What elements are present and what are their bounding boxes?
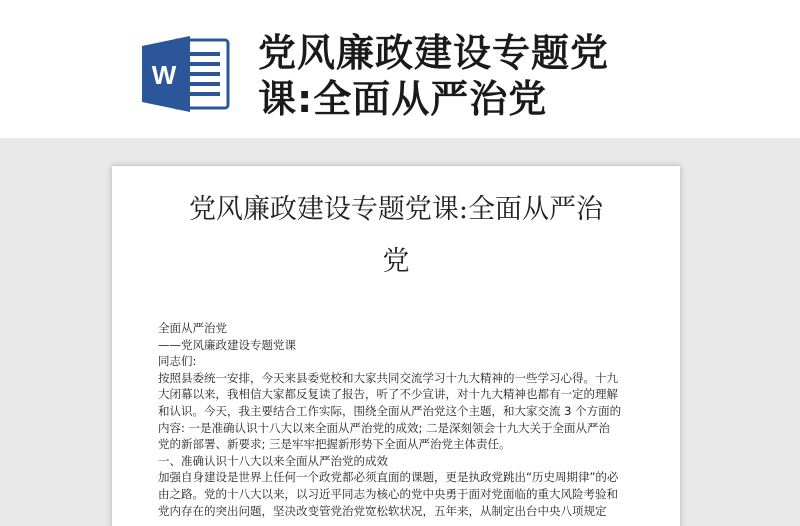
document-title-line-2: 党 — [382, 246, 410, 277]
word-document-icon — [140, 34, 232, 114]
body-line: 按照县委统一安排，今天来县委党校和大家共同交流学习十九大精神的一些学习心得。十九 — [158, 370, 618, 385]
document-title — [132, 184, 660, 288]
banner-title-line-2: 课:全面从严治党 — [258, 77, 548, 121]
body-line: 同志们: — [158, 354, 197, 369]
body-line: 全面从严治党 — [158, 321, 227, 335]
banner-title — [258, 30, 778, 122]
document-body — [158, 320, 648, 519]
body-line: 党的新部署、新要求; 三是牢牢把握新形势下全面从严治党主体责任。 — [158, 437, 511, 452]
banner-title-line-1: 党风廉政建设专题党 — [258, 31, 610, 75]
body-line: 加强自身建设是世界上任何一个政党都必须直面的课题，更是执政党跳出“历史周期律”的必 — [158, 470, 619, 485]
banner — [0, 0, 800, 138]
body-line: 内容: 一是准确认识十八大以来全面从严治党的成效; 二是深刻领会十九大关于全面从严治 — [158, 420, 611, 435]
body-line: 大闭幕以来，我相信大家都反复读了报告，听了不少宣讲，对十九大精神也都有一定的理解 — [158, 387, 618, 402]
section-heading: 一、准确认识十八大以来全面从严治党的成效 — [158, 453, 388, 468]
body-line: 党内存在的突出问题，坚决改变管党治党宽松软状况，五年来，从制定出台中央八项规定 — [158, 503, 607, 518]
document-title-line-1: 党风廉政建设专题党课:全面从严治 — [188, 194, 604, 225]
document-sheet — [112, 166, 680, 526]
body-line: 由之路。党的十八大以来，以习近平同志为核心的党中央勇于面对党面临的重大风险考验和 — [158, 486, 618, 501]
body-line: ——党风廉政建设专题党课 — [158, 337, 296, 352]
word-icon-letter: W — [151, 60, 177, 90]
body-line: 和认识。今天，我主要结合工作实际，围绕全面从严治党这个主题，和大家交流 3 个方面的 — [158, 403, 622, 418]
